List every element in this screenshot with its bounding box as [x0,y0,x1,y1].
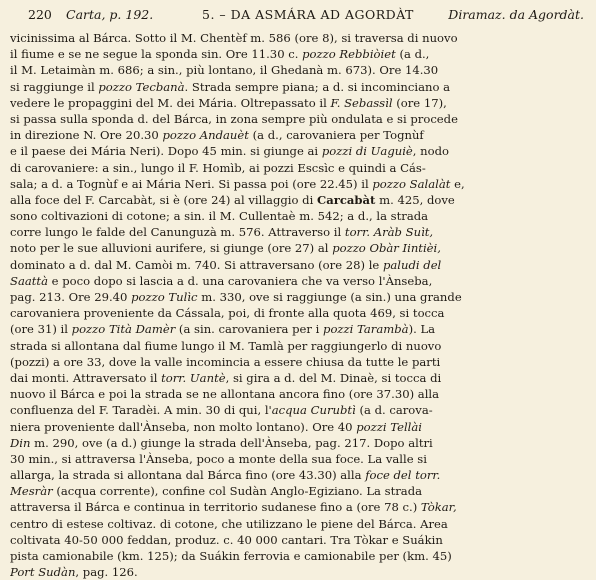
text-line [10,46,592,62]
text-run: il fiume e se ne segue la sponda sin. Ore 11.30 c. [10,47,303,62]
place-name: pozzi Tarambà [323,322,409,337]
place-name: pozzo Tità Damèr [71,322,176,337]
place-name: Saattà [10,273,48,288]
text-run: sala; a d. a Tognùf e ai Mária Neri. Si passa poi (ore 22.45) il [10,176,373,191]
text-run: . Strada sempre piana; a d. si incominciano a [184,79,451,94]
place-name: paludi del [382,257,442,272]
text-line [10,208,592,224]
text-run: allarga, la strada si allontana dal Bárca fino (ore 43.30) alla [10,468,366,483]
text-run: pista camionabile (km. 125); da Suákin ferrovia e camionabile per (km. 45) [10,549,452,563]
place-name: pozzo Rebbiòiet [302,47,396,62]
text-run: (a d. carova- [355,403,433,418]
text-line [10,386,592,402]
text-run: coltivata 40-50 000 feddan, produz. c. 40 000 cantari. Tra Tòkar e Suákin [10,532,443,547]
place-name: Mesràr [10,484,53,499]
text-line [10,305,592,321]
text-run: niera proveniente dall'Ànseba, non molto lontano). Ore 40 [10,419,357,434]
text-line [10,257,592,273]
place-name: Port Sudàn [10,565,76,580]
place-name: Din [10,435,31,450]
text-run: dai monti. Attraversato il [10,370,162,385]
text-line [10,532,592,548]
text-run: (ore 17), [392,95,447,110]
text-line [10,240,592,256]
text-run: m. 290, ove (a d.) giunge la strada dell'Ànseba, pag. 217. Dopo altri [30,435,433,450]
place-name: pozzo Andauèt [162,128,249,143]
text-line [10,192,592,208]
section-title: 5. – DA ASMÁRA AD AGORDÀT [202,7,414,22]
text-line [10,62,592,78]
text-line [10,548,592,564]
text-run: ). La [408,322,436,337]
text-run: nuovo il Bárca e poi la strada se ne allontana ancora fino (ore 37.30) alla [10,387,440,402]
text-line [10,338,592,354]
text-run: alla foce del F. Carcabàt, si è (ore 24) al villaggio di [10,192,317,207]
text-run: noto per le sue alluvioni aurifere, si giunge (ore 27) al [10,241,333,256]
text-run: si passa sulla sponda d. del Bárca, in zona sempre più ondulata e si procede [10,111,458,126]
text-run: vedere le propaggini del M. dei Mária. Oltrepassato il [10,95,331,110]
text-line [10,273,592,289]
text-run: e, [450,176,465,191]
text-run: e poco dopo si lascia a d. una carovaniera che va verso l'Ànseba, [48,273,433,288]
place-name: pozzo Salalàt [372,176,451,191]
text-run: dominato a d. dal M. Camòi m. 740. Si attraversano (ore 28) le [10,257,383,272]
text-line [10,176,592,192]
text-run: vicinissima al Bárca. Sotto il M. Chentèf m. 586 (ore 8), si traversa di nuovo [10,31,458,45]
text-line [10,160,592,176]
text-line [10,564,592,580]
place-name: pozzo Obàr Iintièi, [332,241,441,256]
text-line [10,467,592,483]
text-run: centro di estese coltivaz. di cotone, che utilizzano le piene del Bárca. Area [10,516,448,531]
text-line [10,370,592,386]
text-line [10,516,592,532]
text-run: attraversa il Bárca e continua in territorio sudanese fino a (ore 78 c.) [10,500,421,515]
text-line [10,111,592,127]
place-name: F. Sebassìl [330,95,393,110]
text-line [10,143,592,159]
text-run: m. 330, ove si raggiunge (a sin.) una grande [197,290,462,304]
book-page [10,0,592,580]
running-head: Diramaz. da Agordàt. [448,7,584,22]
place-name: pozzo Tulìc [131,290,198,304]
text-line [10,127,592,143]
text-line [10,402,592,418]
text-run: confluenza del F. Taradèi. A min. 30 di qui, l' [10,403,272,418]
text-line [10,79,592,95]
page-number: 220 [28,7,52,22]
text-line [10,483,592,499]
text-run: in direzione N. Ore 20.30 [10,128,163,143]
body-text [10,30,592,580]
text-run: corre lungo le falde del Canunguzà m. 576. Attraverso il [10,225,345,240]
text-run: (ore 31) il [10,322,72,337]
place-name: pozzi di Uaguiè [321,144,413,159]
text-run: (acqua corrente), confine col Sudàn Anglo-Egiziano. La strada [52,484,423,499]
text-line [10,451,592,467]
text-line [10,224,592,240]
text-run: sono coltivazioni di cotone; a sin. il M. Cullentaè m. 542; a d., la strada [10,209,429,224]
place-name: Tòkar, [420,500,457,515]
text-run: di carovaniere: a sin., lungo il F. Homìb, ai pozzi Escsìc e quindi a Cás- [10,160,426,175]
place-name: torr. Uantè [161,370,226,385]
village-name: Carcabàt [316,192,376,207]
text-line [10,289,592,305]
text-run: (a sin. carovaniera per i [175,322,324,337]
text-line [10,321,592,337]
page-header [10,0,592,30]
place-name: torr. Aràb Suìt, [344,225,434,240]
text-run: (pozzi) a ore 33, dove la valle incomincia a essere chiusa da tutte le parti [10,354,441,369]
text-run: , nodo [412,144,450,159]
text-run: (a d., carovaniera per Tognùf [248,128,424,143]
place-name: pozzo Tecbanà [98,79,185,94]
text-line [10,435,592,451]
text-run: , pag. 126. [75,565,138,580]
text-run: 30 min., si attraversa l'Ànseba, poco a monte della sua foce. La valle si [10,451,427,466]
text-line [10,354,592,370]
text-run: e il paese dei Mária Neri). Dopo 45 min. si giunge ai [10,144,322,159]
place-name: acqua Curubtì [271,403,356,418]
text-run: (a d., [395,47,430,62]
text-run: carovaniera proveniente da Cássala, poi, di fronte alla quota 469, si tocca [10,306,445,321]
text-run: il M. Letaimàn m. 686; a sin., più lontano, il Ghedanà m. 673). Ore 14.30 [10,63,439,78]
text-line [10,419,592,435]
text-run: si raggiunge il [10,79,99,94]
text-line [10,30,592,46]
text-run: , si gira a d. del M. Dinaè, si tocca di [225,370,442,385]
text-run: m. 425, dove [375,192,455,207]
map-reference: Carta, p. 192. [66,7,154,22]
place-name: foce del torr. [365,468,441,483]
place-name: pozzi Tellài [356,419,422,434]
text-line [10,499,592,515]
text-line [10,95,592,111]
text-run: pag. 213. Ore 29.40 [10,290,132,304]
text-run: strada si allontana dal fiume lungo il M. Tamlà per raggiungerlo di nuovo [10,338,442,353]
